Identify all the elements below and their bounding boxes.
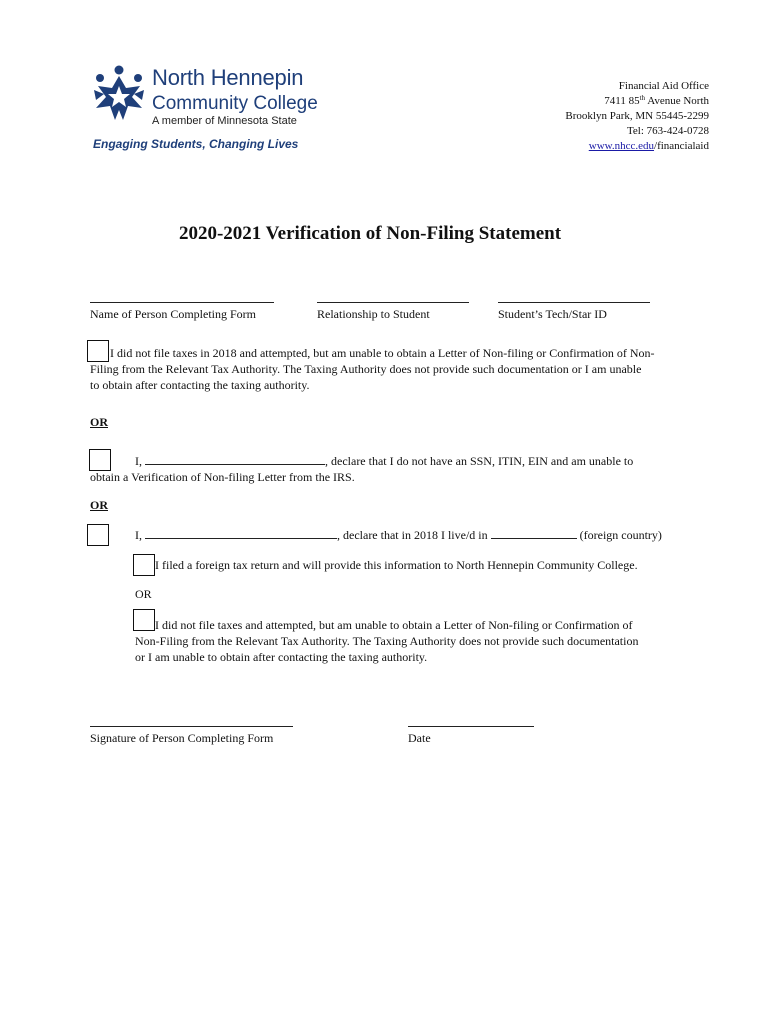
option2-name-blank[interactable] [145, 454, 325, 465]
relationship-field-line[interactable] [317, 290, 469, 303]
relationship-field-label: Relationship to Student [317, 307, 430, 321]
option3-checkbox[interactable] [87, 524, 109, 546]
relationship-field[interactable] [317, 290, 469, 322]
name-field-label: Name of Person Completing Form [90, 307, 256, 321]
signature-field-line[interactable] [90, 714, 293, 727]
name-field[interactable] [90, 290, 274, 322]
date-field-label: Date [408, 731, 431, 745]
page-title: 2020-2021 Verification of Non-Filing Statement [178, 223, 562, 244]
student-id-field-label: Student’s Tech/Star ID [498, 307, 607, 321]
office-name: Financial Aid Office [618, 80, 709, 92]
or-separator-2: OR [90, 498, 108, 512]
date-field[interactable] [408, 714, 534, 746]
sub-option-a-text: I filed a foreign tax return and will provide this information to North Hennepin Community College. [155, 558, 638, 572]
phone-number: Tel: 763-424-0728 [626, 125, 709, 137]
city-state-zip: Brooklyn Park, MN 55445-2299 [565, 110, 709, 122]
sub-option-b-text: I did not file taxes and attempted, but am unable to obtain a Letter of Non-filing or Confirmation of Non-Filing from the Relevant Tax Authority. The Taxing Authority does not provide such documentation or I am unable to obtain after contacting the taxing authority. [135, 618, 639, 664]
or-separator-inner: OR [135, 587, 152, 601]
student-id-field[interactable] [498, 290, 650, 322]
option1-checkbox[interactable] [87, 340, 109, 362]
option1-text: I did not file taxes in 2018 and attempted, but am unable to obtain a Letter of Non-filing or Confirmation of Non- Filing from the Relevant Tax Authority. The Taxing Authority does not provide such documentation or I am unable to obtain after contacting the taxing authority. [90, 346, 655, 392]
foreign-country-blank[interactable] [491, 528, 577, 539]
street-address: 7411 85th Avenue North [604, 94, 709, 107]
website: www.nhcc.edu/financialaid [588, 140, 709, 152]
name-field-line[interactable] [90, 290, 274, 303]
student-id-field-line[interactable] [498, 290, 650, 303]
college-name-line2: Community College [152, 93, 318, 114]
nhcc-star-logo-icon [90, 64, 148, 126]
signature-field[interactable] [90, 714, 293, 746]
option3-text: I, , declare that in 2018 I live/d in (foreign country) [135, 528, 662, 542]
signature-field-label: Signature of Person Completing Form [90, 731, 274, 745]
option3-name-blank[interactable] [145, 528, 337, 539]
member-text: A member of Minnesota State [152, 115, 297, 127]
date-field-line[interactable] [408, 714, 534, 727]
sub-option-a-checkbox[interactable] [133, 554, 155, 576]
college-name-line1: North Hennepin [152, 65, 304, 90]
website-link[interactable]: www.nhcc.edu [588, 140, 655, 152]
address-block [565, 79, 709, 154]
option2-text: I, , declare that I do not have an SSN, ITIN, EIN and am unable to obtain a Verification of Non-filing Letter from the IRS. [90, 454, 634, 484]
tagline: Engaging Students, Changing Lives [93, 137, 299, 151]
or-separator-1: OR [90, 415, 108, 429]
